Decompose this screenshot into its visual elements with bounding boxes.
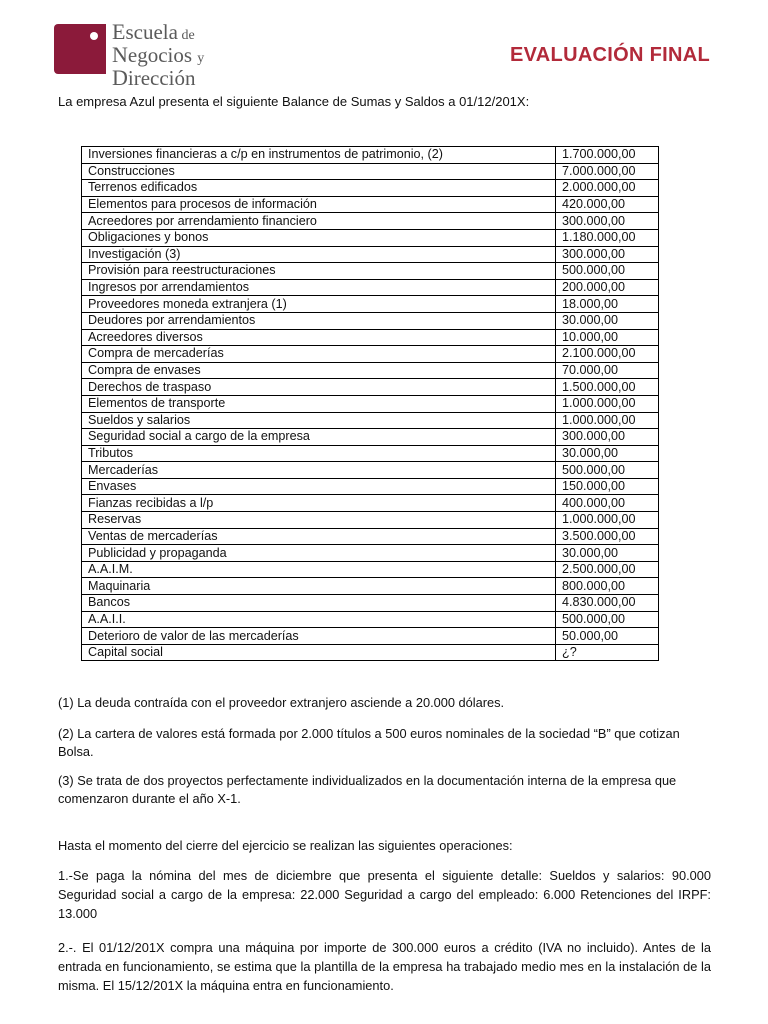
amount-cell: 500.000,00	[556, 263, 659, 280]
account-name-cell: Maquinaria	[82, 578, 556, 595]
account-name-cell: Bancos	[82, 595, 556, 612]
logo-dot	[90, 32, 98, 40]
table-row	[82, 478, 659, 495]
amount-cell: 1.180.000,00	[556, 229, 659, 246]
table-row	[82, 379, 659, 396]
page-header	[0, 0, 768, 90]
table-row	[82, 611, 659, 628]
account-name-cell: Sueldos y salarios	[82, 412, 556, 429]
account-name-cell: Investigación (3)	[82, 246, 556, 263]
table-row	[82, 528, 659, 545]
amount-cell: 50.000,00	[556, 628, 659, 645]
amount-cell: 2.500.000,00	[556, 561, 659, 578]
amount-cell: 300.000,00	[556, 246, 659, 263]
amount-cell: 1.700.000,00	[556, 147, 659, 164]
page-title: EVALUACIÓN FINAL	[510, 44, 710, 66]
account-name-cell: Deudores por arrendamientos	[82, 312, 556, 329]
account-name-cell: Deterioro de valor de las mercaderías	[82, 628, 556, 645]
amount-cell: ¿?	[556, 644, 659, 661]
table-row	[82, 429, 659, 446]
account-name-cell: Publicidad y propaganda	[82, 545, 556, 562]
account-name-cell: Construcciones	[82, 163, 556, 180]
table-row	[82, 628, 659, 645]
account-name-cell: Derechos de traspaso	[82, 379, 556, 396]
amount-cell: 500.000,00	[556, 611, 659, 628]
amount-cell: 18.000,00	[556, 296, 659, 313]
operation-1: 1.-Se paga la nómina del mes de diciembre que presenta el siguiente detalle: Sueldos y salarios: 90.000 Seguridad social a cargo de la empresa: 22.000 Seguridad a cargo del empleado: 6.000 Retenciones del IRPF: 13.000	[58, 868, 711, 921]
table-row	[82, 180, 659, 197]
account-name-cell: Compra de envases	[82, 362, 556, 379]
table-row	[82, 595, 659, 612]
account-name-cell: Tributos	[82, 445, 556, 462]
operation-2: 2.-. El 01/12/201X compra una máquina por importe de 300.000 euros a crédito (IVA no incluido). Antes de la entrada en funcionamiento, se estima que la plantilla de la empresa ha trabajado medio mes en la instalación de la misma. El 15/12/201X la máquina entra en funcionamiento.	[58, 940, 711, 993]
account-name-cell: Provisión para reestructuraciones	[82, 263, 556, 280]
table-row	[82, 445, 659, 462]
amount-cell: 7.000.000,00	[556, 163, 659, 180]
note-1: (1) La deuda contraída con el proveedor extranjero asciende a 20.000 dólares.	[58, 695, 505, 710]
table-row	[82, 362, 659, 379]
account-name-cell: Ingresos por arrendamientos	[82, 279, 556, 296]
account-name-cell: Elementos de transporte	[82, 395, 556, 412]
amount-cell: 4.830.000,00	[556, 595, 659, 612]
account-name-cell: Envases	[82, 478, 556, 495]
table-row	[82, 296, 659, 313]
table-row	[82, 412, 659, 429]
amount-cell: 420.000,00	[556, 196, 659, 213]
table-row	[82, 246, 659, 263]
account-name-cell: Seguridad social a cargo de la empresa	[82, 429, 556, 446]
amount-cell: 150.000,00	[556, 478, 659, 495]
account-name-cell: A.A.I.M.	[82, 561, 556, 578]
note-2: (2) La cartera de valores está formada por 2.000 títulos a 500 euros nominales de la sociedad “B” que cotizan Bolsa.	[58, 726, 680, 759]
table-row	[82, 147, 659, 164]
account-name-cell: Inversiones financieras a c/p en instrumentos de patrimonio, (2)	[82, 147, 556, 164]
amount-cell: 10.000,00	[556, 329, 659, 346]
intro-text: La empresa Azul presenta el siguiente Balance de Sumas y Saldos a 01/12/201X:	[58, 94, 530, 109]
table-row	[82, 163, 659, 180]
account-name-cell: Obligaciones y bonos	[82, 229, 556, 246]
account-name-cell: Proveedores moneda extranjera (1)	[82, 296, 556, 313]
amount-cell: 2.000.000,00	[556, 180, 659, 197]
amount-cell: 2.100.000,00	[556, 346, 659, 363]
account-name-cell: Compra de mercaderías	[82, 346, 556, 363]
amount-cell: 3.500.000,00	[556, 528, 659, 545]
amount-cell: 70.000,00	[556, 362, 659, 379]
account-name-cell: Acreedores diversos	[82, 329, 556, 346]
amount-cell: 1.000.000,00	[556, 512, 659, 529]
table-row	[82, 213, 659, 230]
table-row	[82, 312, 659, 329]
account-name-cell: Fianzas recibidas a l/p	[82, 495, 556, 512]
account-name-cell: Capital social	[82, 644, 556, 661]
table-row	[82, 644, 659, 661]
table-row	[82, 395, 659, 412]
amount-cell: 1.000.000,00	[556, 412, 659, 429]
table-row	[82, 329, 659, 346]
account-name-cell: Ventas de mercaderías	[82, 528, 556, 545]
amount-cell: 300.000,00	[556, 429, 659, 446]
table-row	[82, 462, 659, 479]
account-name-cell: A.A.I.I.	[82, 611, 556, 628]
amount-cell: 400.000,00	[556, 495, 659, 512]
amount-cell: 1.000.000,00	[556, 395, 659, 412]
table-row	[82, 512, 659, 529]
table-row	[82, 263, 659, 280]
table-row	[82, 495, 659, 512]
balance-table	[81, 146, 659, 661]
amount-cell: 200.000,00	[556, 279, 659, 296]
amount-cell: 500.000,00	[556, 462, 659, 479]
table-row	[82, 561, 659, 578]
amount-cell: 800.000,00	[556, 578, 659, 595]
table-row	[82, 545, 659, 562]
account-name-cell: Elementos para procesos de información	[82, 196, 556, 213]
account-name-cell: Acreedores por arrendamiento financiero	[82, 213, 556, 230]
amount-cell: 30.000,00	[556, 445, 659, 462]
account-name-cell: Reservas	[82, 512, 556, 529]
table-row	[82, 279, 659, 296]
amount-cell: 30.000,00	[556, 545, 659, 562]
amount-cell: 30.000,00	[556, 312, 659, 329]
note-3: (3) Se trata de dos proyectos perfectamente individualizados en la documentación interna de la empresa que comenzaron durante el año X-1.	[58, 773, 677, 806]
account-name-cell: Terrenos edificados	[82, 180, 556, 197]
amount-cell: 300.000,00	[556, 213, 659, 230]
table-row	[82, 196, 659, 213]
account-name-cell: Mercaderías	[82, 462, 556, 479]
table-row	[82, 578, 659, 595]
school-logo-mark	[54, 24, 106, 74]
table-row	[82, 346, 659, 363]
table-row	[82, 229, 659, 246]
amount-cell: 1.500.000,00	[556, 379, 659, 396]
school-logo-text: Escuela de Negocios y Dirección	[112, 19, 205, 90]
operations-intro: Hasta el momento del cierre del ejercicio se realizan las siguientes operaciones:	[58, 838, 513, 853]
